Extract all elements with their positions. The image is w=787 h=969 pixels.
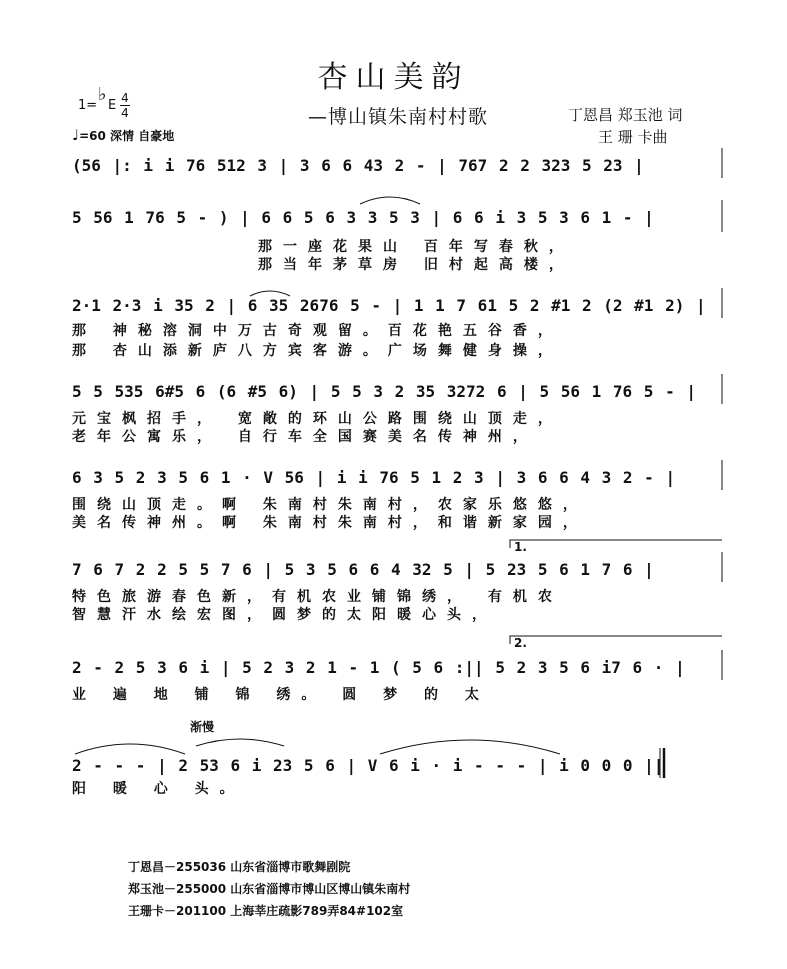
lyric-line-5a: 围绕山顶走。啊 朱南村朱南村，农家乐悠悠，	[72, 497, 588, 513]
key-note: E	[108, 98, 117, 113]
contact-line-1: 丁恩昌－255036 山东省淄博市歌舞剧院	[128, 860, 351, 874]
quarter-note-icon: ♩	[72, 126, 80, 144]
composer-credit: 王 珊 卡曲	[598, 128, 668, 146]
lyric-line-3a: 那 神秘溶洞中万古奇观留。百花艳五谷香，	[72, 323, 563, 339]
staff-line-7: 2 - 2 5 3 6 i | 5 2 3 2 1 - 1 ( 5 6 :|| 5 2 3 5 6 i7 6 · |	[72, 658, 685, 677]
volta-2-label: 2.	[514, 636, 527, 650]
staff-line-8: 2 - - - | 2 53 6 i 23 5 6 | V 6 i · i - - - | i 0 0 0 ||	[72, 756, 664, 775]
song-title: 杏山美韵	[317, 60, 470, 95]
staff-line-1: (56 |: i i 76 512 3 | 3 6 6 43 2 - | 767 2 2 323 5 23 |	[72, 156, 644, 175]
lyric-line-3b: 那 杏山添新庐八方宾客游。广场舞健身操，	[72, 343, 563, 359]
lyric-line-4a: 元宝枫招手， 宽敞的环山公路围绕山顶走，	[72, 411, 563, 427]
lyric-line-8: 阳 暖 心 头。	[72, 781, 245, 797]
song-subtitle: —博山镇朱南村村歌	[308, 106, 489, 128]
contact-line-2: 郑玉池－255000 山东省淄博市博山区博山镇朱南村	[128, 882, 411, 896]
lyric-line-6a: 特色旅游春色新，有机农业铺锦绣， 有机农	[72, 589, 563, 605]
lyric-line-2a: 那一座花果山 百年写春秋，	[258, 239, 574, 255]
contact-line-3: 王珊卡－201100 上海莘庄疏影789弄84#102室	[128, 904, 404, 918]
staff-line-4: 5 5 535 6#5 6 (6 #5 6) | 5 5 3 2 35 3272 6 | 5 56 1 76 5 - |	[72, 382, 696, 401]
staff-line-5: 6 3 5 2 3 5 6 1 · V 56 | i i 76 5 1 2 3 | 3 6 6 4 3 2 - |	[72, 468, 676, 487]
ritardando-marking: 渐慢	[190, 720, 215, 734]
lyricist-credit: 丁恩昌 郑玉池 词	[568, 106, 683, 124]
staff-line-3: 2·1 2·3 i 35 2 | 6 35 2676 5 - | 1 1 7 61 5 2 #1 2 (2 #1 2) |	[72, 296, 706, 315]
staff-line-6: 7 6 7 2 2 5 5 7 6 | 5 3 5 6 6 4 32 5 | 5 23 5 6 1 7 6 |	[72, 560, 654, 579]
tempo-text: =60 深情 自豪地	[79, 129, 175, 143]
meter-top: 4	[121, 91, 129, 105]
lyric-line-4b: 老年公寓乐， 自行车全国赛美名传神州，	[72, 429, 538, 445]
key-prefix: 1=	[78, 98, 98, 113]
lyric-line-5b: 美名传神州。啊 朱南村朱南村，和谐新家园，	[72, 515, 588, 531]
flat-sign-icon: ♭	[98, 84, 107, 105]
staff-line-2: 5 56 1 76 5 - ) | 6 6 5 6 3 3 5 3 | 6 6 i 3 5 3 6 1 - |	[72, 208, 654, 227]
volta-1-label: 1.	[514, 540, 527, 554]
lyric-line-6b: 智慧汗水绘宏图，圆梦的太阳暖心头，	[72, 607, 497, 623]
meter-bottom: 4	[121, 106, 129, 120]
lyric-line-7: 业 遍 地 铺 锦 绣。 圆 梦 的 太	[72, 687, 490, 703]
lyric-line-2b: 那当年茅草房 旧村起高楼，	[258, 257, 574, 273]
